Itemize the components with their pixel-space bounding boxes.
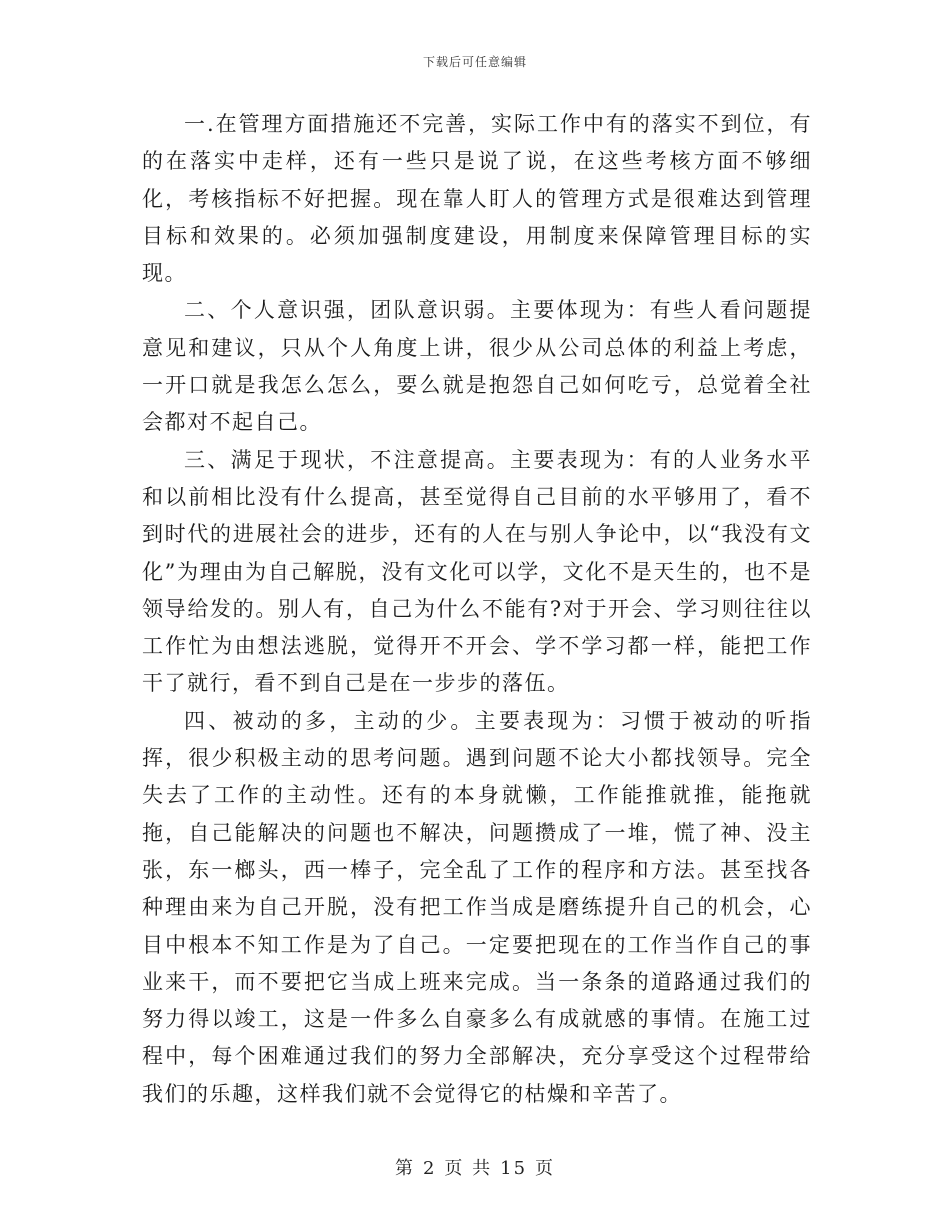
page-footer xyxy=(0,1154,950,1180)
paragraph-1: 一.在管理方面措施还不完善，实际工作中有的落实不到位，有的在落实中走样，还有一些只是说了说，在这些考核方面不够细化，考核指标不好把握。现在靠人盯人的管理方式是很难达到管理目标和效果的。必须加强制度建设，用制度来保障管理目标的实现。 xyxy=(142,112,812,286)
footer-current-page: 2 xyxy=(422,1158,437,1179)
header-note: 下载后可任意编辑 xyxy=(422,55,527,69)
document-body xyxy=(142,106,812,1113)
footer-total-pages: 15 xyxy=(500,1158,528,1179)
paragraph-4: 四、被动的多，主动的少。主要表现为：习惯于被动的听指挥，很少积极主动的思考问题。遇到问题不论大小都找领导。完全失去了工作的主动性。还有的本身就懒，工作能推就推，能拖就拖，自己能解决的问题也不解决，问题攒成了一堆，慌了神、没主张，东一榔头，西一棒子，完全乱了工作的程序和方法。甚至找各种理由来为自己开脱，没有把工作当成是磨练提升自己的机会，心目中根本不知工作是为了自己。一定要把现在的工作当作自己的事业来干，而不要把它当成上班来完成。当一条条的道路通过我们的努力得以竣工，这是一件多么自豪多么有成就感的事情。在施工过程中，每个困难通过我们的努力全部解决，充分享受这个过程带给我们的乐趣，这样我们就不会觉得它的枯燥和辛苦了。 xyxy=(142,708,812,1106)
paragraph-3: 三、满足于现状，不注意提高。主要表现为：有的人业务水平和以前相比没有什么提高，甚至觉得自己目前的水平够用了，看不到时代的进展社会的进步，还有的人在与别人争论中，以“我没有文化”为理由为自己解脱，没有文化可以学，文化不是天生的，也不是领导给发的。别人有，自己为什么不能有?对于开会、学习则往往以工作忙为由想法逃脱，觉得开不开会、学不学习都一样，能把工作干了就行，看不到自己是在一步步的落伍。 xyxy=(142,447,812,696)
paragraph-2: 二、个人意识强，团队意识弱。主要体现为：有些人看问题提意见和建议，只从个人角度上讲，很少从公司总体的利益上考虑，一开口就是我怎么怎么，要么就是抱怨自己如何吃亏，总觉着全社会都对不起自己。 xyxy=(142,298,812,435)
footer-middle: 页 共 xyxy=(444,1158,493,1179)
footer-suffix: 页 xyxy=(535,1158,556,1179)
footer-prefix: 第 xyxy=(394,1158,415,1179)
